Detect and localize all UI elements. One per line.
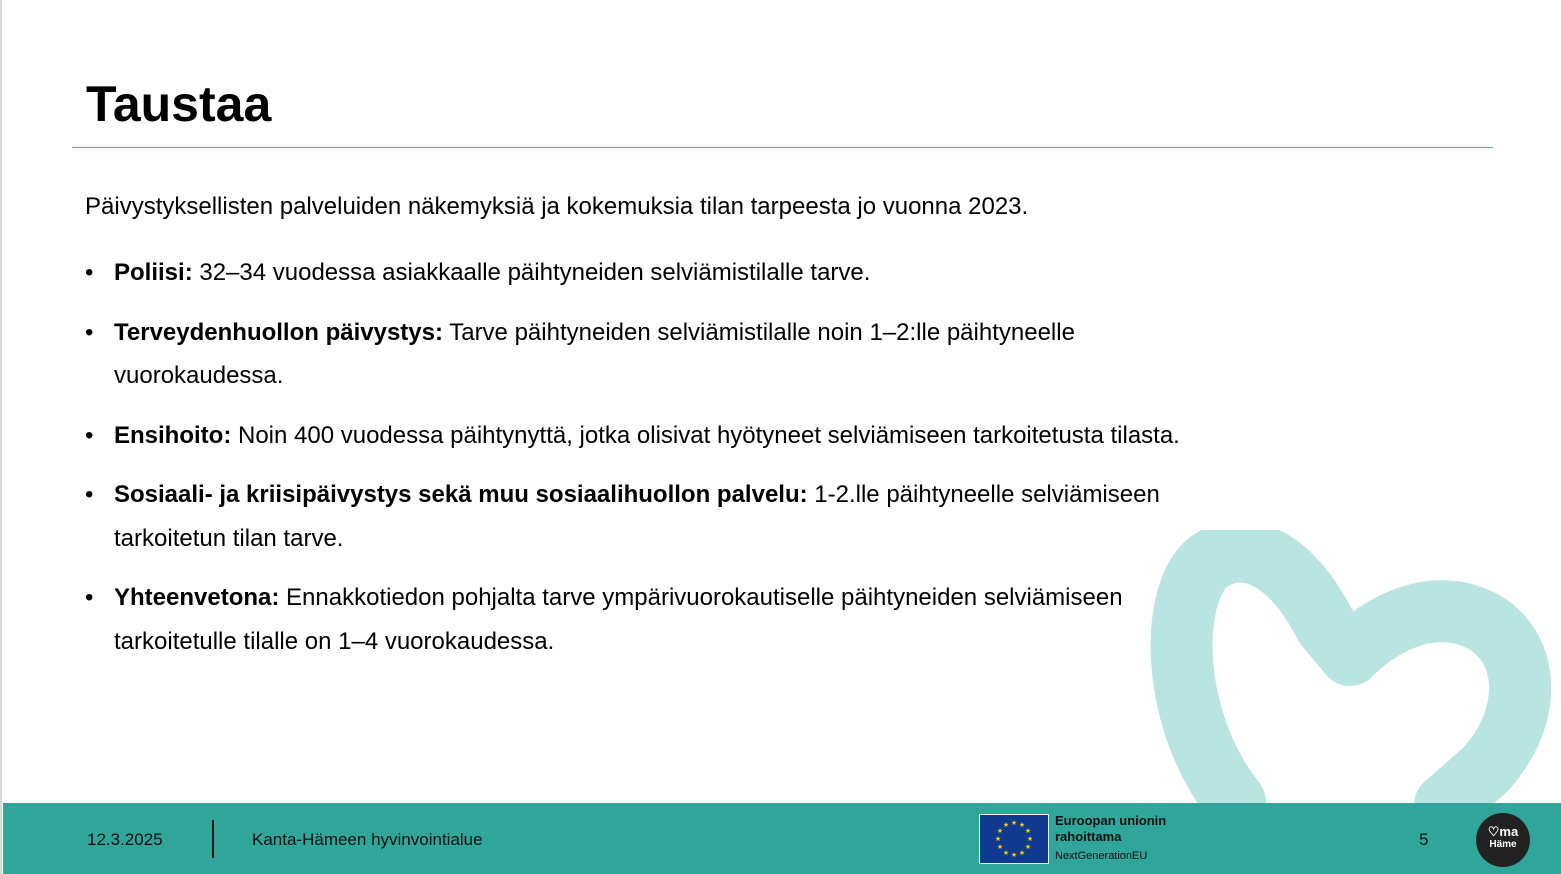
- svg-text:★: ★: [1024, 843, 1032, 851]
- svg-text:★: ★: [1024, 827, 1032, 835]
- bullet-marker: •: [85, 421, 94, 449]
- bullet-item: [85, 473, 1185, 560]
- svg-text:★: ★: [1002, 849, 1010, 857]
- bullet-marker: •: [85, 259, 94, 286]
- bullet-heading: Ensihoito:: [114, 421, 232, 449]
- bullet-marker: •: [85, 584, 94, 611]
- logo-top-text: ♡ma: [1487, 824, 1519, 839]
- footer-separator: [212, 820, 214, 858]
- logo-bottom-text: Häme: [1489, 839, 1517, 850]
- eu-line-1: Euroopan unionin: [1055, 813, 1167, 828]
- footer-date: 12.3.2025: [87, 830, 163, 849]
- svg-text:★: ★: [1026, 835, 1034, 843]
- slide-footer: [3, 803, 1561, 874]
- bullet-marker: •: [85, 318, 94, 346]
- slide-title: Taustaa: [86, 76, 272, 132]
- svg-text:★: ★: [1010, 851, 1018, 859]
- page-number: 5: [1419, 830, 1429, 849]
- bullet-heading: Yhteenvetona:: [114, 584, 280, 611]
- bullet-text: Ennakkotiedon pohjalta tarve ympärivuorokautiselle päihtyneiden selviämiseen tarkoitetulle tilalle on 1–4 vuorokaudessa.: [114, 584, 1123, 655]
- bullet-item: [85, 576, 1185, 663]
- bullet-text: 1-2.lle päihtyneelle selviämiseen tarkoitetun tilan tarve.: [114, 481, 1160, 552]
- bullet-heading: Poliisi:: [114, 259, 193, 286]
- eu-line-3: NextGenerationEU: [1055, 850, 1148, 862]
- intro-text: Päivystyksellisten palveluiden näkemyksiä ja kokemuksia tilan tarpeesta jo vuonna 2023.: [85, 193, 1029, 220]
- bullet-item: [85, 251, 1185, 295]
- svg-text:★: ★: [1010, 819, 1018, 827]
- bullet-text: Tarve päihtyneiden selviämistilalle noin 1–2:lle päihtyneelle vuorokaudessa.: [114, 318, 1075, 389]
- bullet-heading: Sosiaali- ja kriisipäivystys sekä muu sosiaalihuollon palvelu:: [114, 481, 808, 508]
- title-divider: [72, 147, 1493, 148]
- footer-organization: Kanta-Hämeen hyvinvointialue: [252, 830, 483, 849]
- bullet-item: [85, 311, 1185, 398]
- svg-text:★: ★: [994, 835, 1002, 843]
- svg-text:★: ★: [996, 843, 1004, 851]
- bullet-heading: Terveydenhuollon päivystys:: [114, 318, 443, 346]
- bullet-text: 32–34 vuodessa asiakkaalle päihtyneiden selviämistilalle tarve.: [192, 259, 871, 286]
- oma-hame-logo-icon: [1476, 813, 1530, 867]
- svg-text:★: ★: [996, 827, 1004, 835]
- eu-line-2: rahoittama: [1055, 829, 1122, 844]
- eu-funding-text: [1055, 813, 1166, 864]
- bullet-text: Noin 400 vuodessa päihtynyttä, jotka olisivat hyötyneet selviämiseen tarkoitetusta tilasta.: [231, 421, 1180, 449]
- slide-left-edge: [0, 0, 2, 874]
- bullet-list: [85, 251, 1185, 679]
- svg-text:★: ★: [1018, 849, 1026, 857]
- eu-flag-icon: [979, 814, 1049, 864]
- bullet-item: [85, 414, 1185, 458]
- bullet-marker: •: [85, 481, 94, 508]
- heart-decoration-icon: [1140, 530, 1561, 805]
- svg-text:★: ★: [1002, 821, 1010, 829]
- svg-text:★: ★: [1018, 821, 1026, 829]
